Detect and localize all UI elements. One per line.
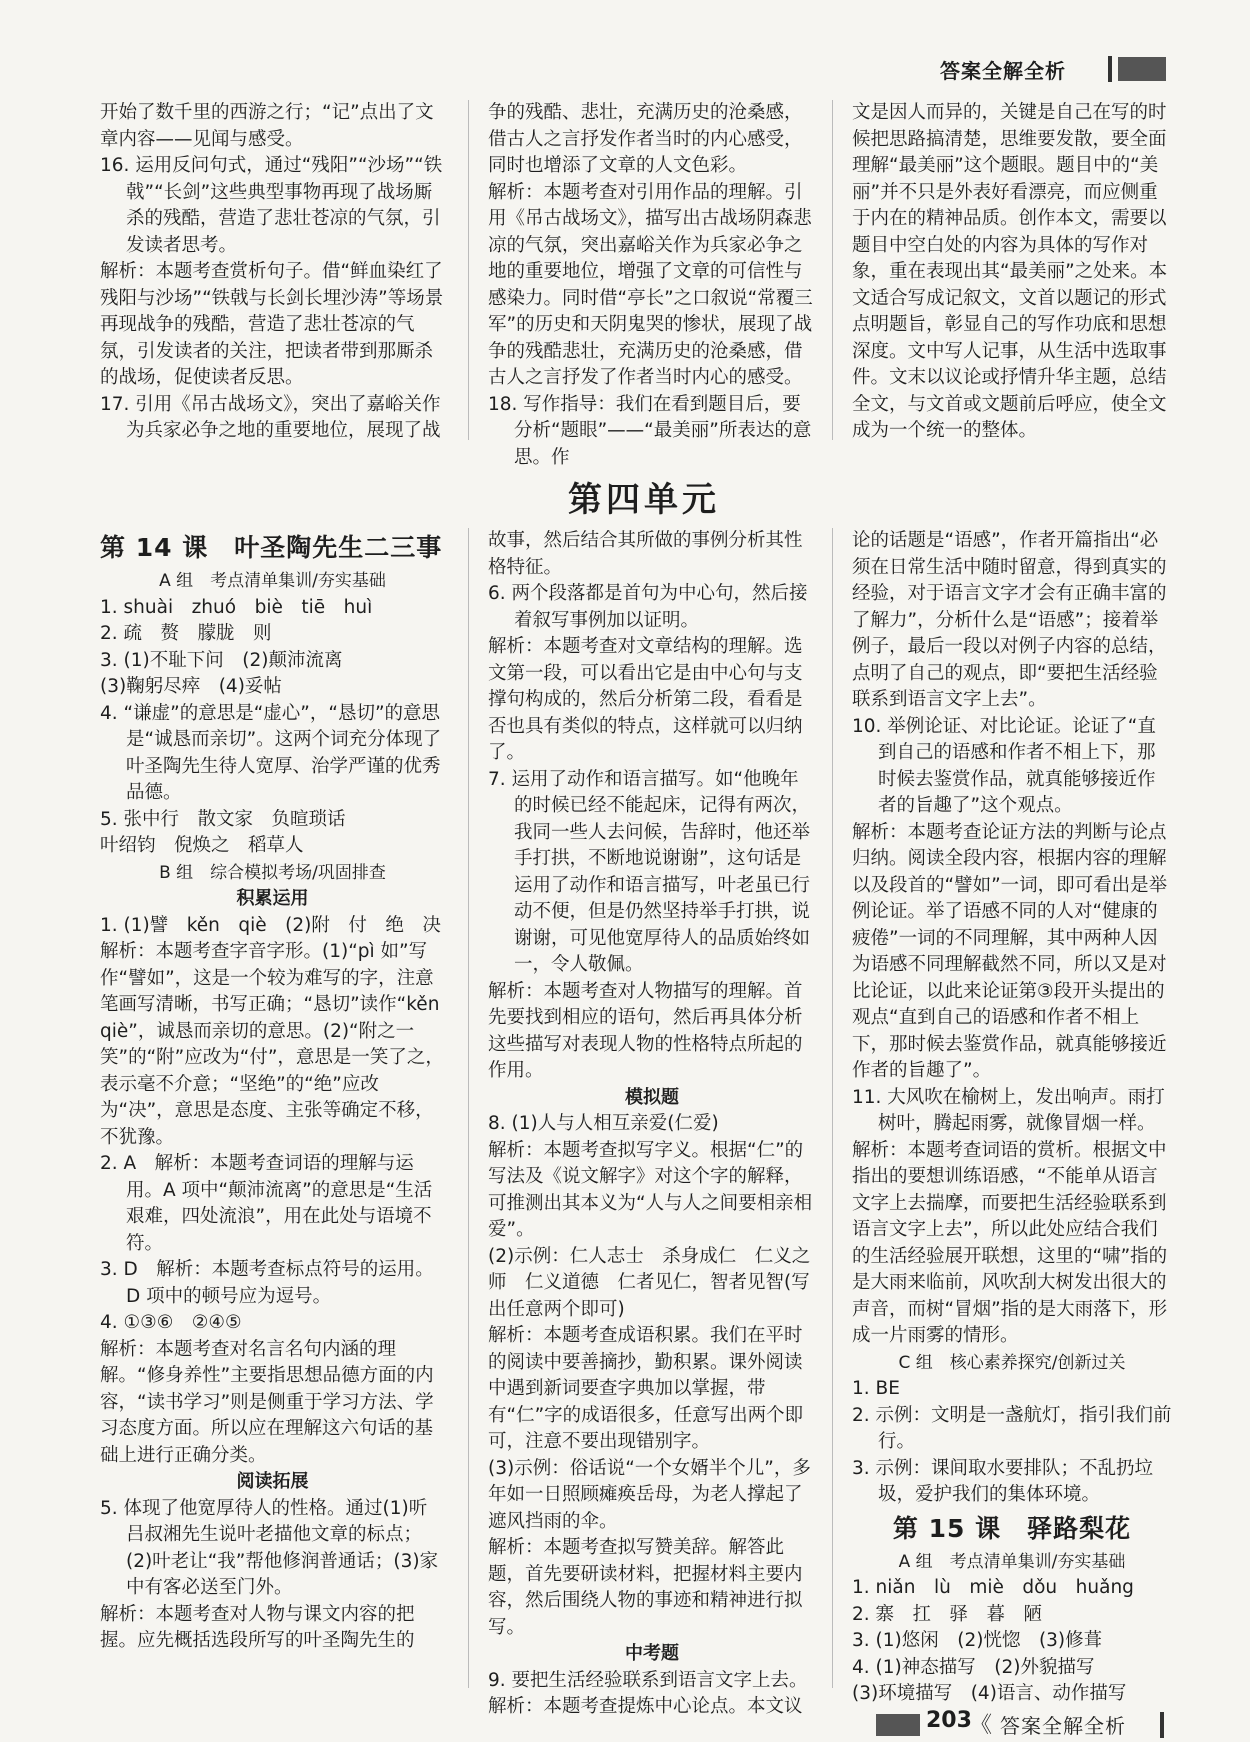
answer-paragraph: 文是因人而异的，关键是自己在写的时候把思路搞清楚，思维要发散，要全面理解“最美丽”这个题眼。题目中的“美丽”并不只是外表好看漂亮，而应侧重于内在的精神品质。创作本文，需要以题目中空白处的内容为具体的写作对象，重在表现出其“最美丽”之处来。本文适合写成记叙文，文首以题记的形式点明题旨，彰显自己的写作功底和思想深度。文中写人记事，从生活中选取事件。文末以议论或抒情升华主题，总结全文，与文首或文题前后呼应，使全文成为一个统一的整体。 [852, 102, 1168, 441]
answer-paragraph: 9. 要把生活经验联系到语言文字上去。 [488, 1669, 808, 1691]
answer-paragraph: 4. ①③⑥ ②④⑤ [100, 1312, 242, 1333]
section-heading: 模拟题 [625, 1086, 679, 1108]
answer-paragraph: 争的残酷、悲壮，充满历史的沧桑感，借古人之言抒发作者当时的内心感受，同时也增添了文章的人文色彩。 [488, 102, 803, 176]
answer-paragraph: 18. 写作指导：我们在看到题目后，要分析“题眼”——“最美丽”所表达的意思。作 [488, 393, 812, 468]
group-heading: C 组 核心素养探究/创新过关 [898, 1352, 1126, 1373]
answer-paragraph: 2. 寨 扛 驿 暮 陋 [852, 1603, 1043, 1625]
column-divider [832, 528, 833, 1688]
answer-paragraph: 3. (1)不耻下问 (2)颠沛流离 [100, 649, 343, 671]
answer-paragraph: (3)示例：俗话说“一个女婿半个儿”，多年如一日照顾瘫痪岳母，为老人撑起了遮风挡雨的伞。 [488, 1457, 811, 1532]
answer-paragraph: 3. 示例：课间取水要排队；不乱扔垃圾，爱护我们的集体环境。 [852, 1457, 1154, 1505]
column-divider [468, 528, 469, 1688]
answer-paragraph: 解析：本题考查提炼中心论点。本文议 [488, 1696, 803, 1717]
footer-separator [1160, 1712, 1164, 1738]
lesson-title: 第 14 课 叶圣陶先生二三事 [100, 533, 443, 562]
answer-paragraph: 4. “谦虚”的意思是“虚心”，“恳切”的意思是“诚恳而亲切”。这两个词充分体现了叶圣陶先生待人宽厚、治学严谨的优秀品德。 [100, 702, 442, 803]
answer-paragraph: 解析：本题考查拟写赞美辞。解答此题，首先要研读材料，把握材料主要内容，然后围绕人物的事迹和精神进行拟写。 [488, 1537, 803, 1638]
unit-title: 第四单元 [568, 480, 720, 520]
answer-paragraph: 叶绍钧 倪焕之 稻草人 [100, 835, 304, 856]
answer-paragraph: 1. BE [852, 1378, 900, 1399]
group-heading: A 组 考点清单集训/夯实基础 [159, 571, 386, 591]
section-heading: 积累运用 [236, 888, 309, 909]
answer-paragraph: 解析：本题考查对人物与课文内容的把握。应先概括选段所写的叶圣陶先生的 [100, 1603, 415, 1651]
answer-paragraph: (3)环境描写 (4)语言、动作描写 [852, 1683, 1127, 1704]
answer-paragraph: 解析：本题考查对文章结构的理解。选文第一段，可以看出它是由中心句与支撑句构成的，然后分析第二段，看看是否也具有类似的特点，这样就可以归纳了。 [488, 636, 803, 763]
answer-paragraph: 论的话题是“语感”，作者开篇指出“必须在日常生活中随时留意，得到真实的经验，对于语言文字才会有正确丰富的了解力”，分析什么是“语感”；接着举例子，最后一段以对例子内容的总结，点明了自己的观点，即“要把生活经验联系到语言文字上去”。 [852, 530, 1167, 710]
bottom-column-2 [488, 528, 816, 1721]
bottom-column-1 [100, 528, 445, 1655]
section-heading: 中考题 [625, 1643, 679, 1664]
answer-paragraph: 解析：本题考查对人物描写的理解。首先要找到相应的语句，然后再具体分析这些描写对表现人物的性格特点所起的作用。 [488, 980, 803, 1081]
section-heading: 阅读拓展 [236, 1471, 309, 1492]
footer-bar [876, 1714, 920, 1736]
answer-paragraph: 3. (1)悠闲 (2)恍惚 (3)修葺 [852, 1630, 1103, 1651]
group-heading: A 组 考点清单集训/夯实基础 [898, 1551, 1126, 1572]
answer-paragraph: 7. 运用了动作和语言描写。如“他晚年的时候已经不能起床，记得有两次，我同一些人去问候，告辞时，他还举手打拱，不断地说谢谢”，这句话是运用了动作和语言描写，叶老虽已行动不便，但是仍然坚持举手打拱，说谢谢，可见他宽厚待人的品质始终如一，令人敬佩。 [488, 768, 811, 975]
answer-paragraph: 开始了数千里的西游之行；“记”点出了文章内容——见闻与感受。 [100, 102, 434, 150]
answer-paragraph: 解析：本题考查论证方法的判断与论点归纳。阅读全段内容，根据内容的理解以及段首的“譬如”一词，即可看出是举例论证。举了语感不同的人对“健康的疲倦”一词的不同理解，其中两种人因为语感不同理解截然不同，所以又是对比论证，以此来论证第③段开头提出的观点“直到自己的语感和作者不相上下，那时候去鉴赏作品，就真能够接近作者的旨趣了”。 [852, 821, 1168, 1081]
column-divider [468, 100, 469, 440]
answer-paragraph: 1. shuài zhuó biè tiē huì [100, 596, 373, 618]
answer-paragraph: 解析：本题考查对引用作品的理解。引用《吊古战场文》，描写出古战场阴森悲凉的气氛，突出嘉峪关作为兵家必争之地的重要地位，增强了文章的可信性与感染力。同时借“亭长”之口叙说“常覆三军”的历史和天阴鬼哭的惨状，展现了战争的残酷悲壮，充满历史的沧桑感，借古人之言抒发了作者当时内心的感受。 [488, 181, 813, 388]
bottom-column-3 [852, 528, 1172, 1708]
top-column-1 [100, 100, 445, 445]
answer-paragraph: 解析：本题考查成语积累。我们在平时的阅读中要善摘抄，勤积累。课外阅读中遇到新词要查字典加以掌握，带有“仁”字的成语很多，任意写出两个即可，注意不要出现错别字。 [488, 1325, 804, 1452]
header-title: 答案全解全析 [940, 59, 1066, 83]
answer-paragraph: (3)鞠躬尽瘁 (4)妥帖 [100, 676, 282, 697]
answer-paragraph: 6. 两个段落都是首句为中心句，然后接着叙写事例加以证明。 [488, 583, 808, 631]
answer-paragraph: 11. 大风吹在榆树上，发出响声。雨打树叶，腾起雨雾，就像冒烟一样。 [852, 1086, 1165, 1134]
answer-paragraph: 2. 示例：文明是一盏航灯，指引我们前行。 [852, 1404, 1172, 1452]
answer-paragraph: 8. (1)人与人相互亲爱(仁爱) [488, 1113, 719, 1134]
group-heading: B 组 综合模拟考场/巩固排查 [159, 862, 386, 883]
lesson-title: 第 15 课 驿路梨花 [892, 1513, 1132, 1543]
answer-paragraph: 17. 引用《吊古战场文》，突出了嘉峪关作为兵家必争之地的重要地位，展现了战 [100, 393, 441, 441]
answer-paragraph: 解析：本题考查词语的赏析。根据文中指出的要想训练语感，“不能单从语言文字上去揣摩，而要把生活经验联系到语言文字上去”，所以此处应结合我们的生活经验展开联想，这里的“啸”指的是大雨来临前，风吹刮大树发出很大的声音，而树“冒烟”指的是大雨落下，形成一片雨雾的情形。 [852, 1139, 1168, 1346]
header-separator [1108, 56, 1112, 82]
top-column-3 [852, 100, 1172, 445]
answer-paragraph: 解析：本题考查拟写字义。根据“仁”的写法及《说文解字》对这个字的解释，可推测出其本义为“人与人之间要相亲相爱”。 [488, 1139, 813, 1240]
page-number: 203 [926, 1708, 972, 1733]
answer-paragraph: 5. 张中行 散文家 负暄琐话 [100, 808, 346, 830]
footer-title: 答案全解全析 [1000, 1714, 1126, 1738]
answer-paragraph: 2. A 解析：本题考查词语的理解与运用。A 项中“颠沛流离”的意思是“生活艰难，四处流浪”，用在此处与语境不符。 [100, 1153, 433, 1254]
answer-paragraph: 解析：本题考查字音字形。(1)“pì 如”写作“譬如”，这是一个较为难写的字，注意笔画写清晰，书写正确；“恳切”读作“kěn qiè”，诚恳而亲切的意思。(2)“附之一笑”的“附”应改为“付”，意思是一笑了之，表示毫不介意；“坚绝”的“绝”应改为“决”，意思是态度、主张等确定不移，不犹豫。 [100, 941, 444, 1148]
answer-paragraph: 16. 运用反问句式，通过“残阳”“沙场”“铁戟”“长剑”这些典型事物再现了战场厮杀的残酷，营造了悲壮苍凉的气氛，引发读者思考。 [100, 155, 443, 256]
column-divider [832, 100, 833, 440]
top-column-2 [488, 100, 816, 471]
answer-paragraph: 4. (1)神态描写 (2)外貌描写 [852, 1656, 1095, 1678]
answer-paragraph: 解析：本题考查赏析句子。借“鲜血染红了残阳与沙场”“铁戟与长剑长埋沙涛”等场景再现战争的残酷，营造了悲壮苍凉的气氛，引发读者的关注，把读者带到那厮杀的战场，促使读者反思。 [100, 261, 444, 388]
answer-paragraph: 1. (1)譬 kěn qiè (2)附 付 绝 决 [100, 914, 441, 936]
answer-paragraph: 3. D 解析：本题考查标点符号的运用。D 项中的顿号应为逗号。 [100, 1259, 434, 1307]
answer-paragraph: (2)示例：仁人志士 杀身成仁 仁义之师 仁义道德 仁者见仁，智者见智(写出任意两个即可) [488, 1245, 811, 1320]
footer-arrow-icon: 《 [970, 1713, 993, 1738]
header-bar [1118, 57, 1166, 81]
answer-paragraph: 2. 疏 赘 朦胧 则 [100, 623, 272, 644]
answer-paragraph: 故事，然后结合其所做的事例分析其性格特征。 [488, 530, 803, 578]
answer-paragraph: 5. 体现了他宽厚待人的性格。通过(1)听吕叔湘先生说叶老描他文章的标点；(2)叶老让“我”帮他修润普通话；(3)家中有客必送至门外。 [100, 1497, 439, 1598]
answer-paragraph: 10. 举例论证、对比论证。论证了“直到自己的语感和作者不相上下，那时候去鉴赏作品，就真能够接近作者的旨趣了”这个观点。 [852, 715, 1156, 816]
answer-paragraph: 解析：本题考查对名言名句内涵的理解。“修身养性”主要指思想品德方面的内容，“读书学习”则是侧重于学习方法、学习态度方面。所以应在理解这六句话的基础上进行正确分类。 [100, 1338, 434, 1466]
answer-paragraph: 1. niǎn lù miè dǒu huǎng [852, 1577, 1134, 1598]
